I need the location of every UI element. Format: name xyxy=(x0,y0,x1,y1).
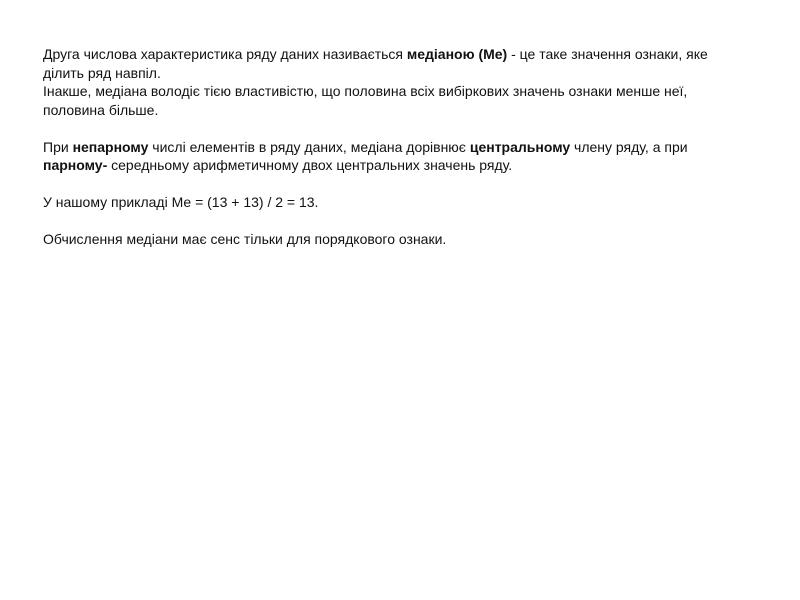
rule-text-4: середньому арифметичному двох центральних значень ряду. xyxy=(107,157,513,173)
rule-text-1: При xyxy=(43,138,73,155)
paragraph-spacer xyxy=(43,119,743,138)
definition-text-end: - це таке значення ознаки, яке ділить ряд навпіл. xyxy=(43,46,708,81)
median-term-bold: медіаною (Ме) xyxy=(406,46,508,62)
central-term-bold: центральному xyxy=(469,138,571,155)
odd-even-rule-paragraph xyxy=(43,138,743,175)
even-term-bold: парному- xyxy=(43,157,108,173)
slide-text-block xyxy=(43,45,743,249)
paragraph-spacer xyxy=(43,212,743,231)
example-paragraph: У нашому прикладі Ме = (13 + 13) / 2 = 13. xyxy=(43,194,319,210)
median-property-paragraph: Інакше, медіана володіє тією властивістю, що половина всіх вибіркових значень ознаки менше неї, половина більше. xyxy=(43,83,688,118)
median-definition-paragraph xyxy=(43,45,743,82)
rule-text-3: члену ряду, а при xyxy=(570,138,688,155)
rule-text-2: числі елементів в ряду даних, медіана дорівнює xyxy=(148,138,470,155)
definition-text-start: Друга числова характеристика ряду даних називається xyxy=(43,46,407,62)
odd-term-bold: непарному xyxy=(72,138,149,155)
paragraph-spacer xyxy=(43,175,743,194)
ordinal-note-paragraph: Обчислення медіани має сенс тільки для порядкового ознаки. xyxy=(43,231,447,247)
